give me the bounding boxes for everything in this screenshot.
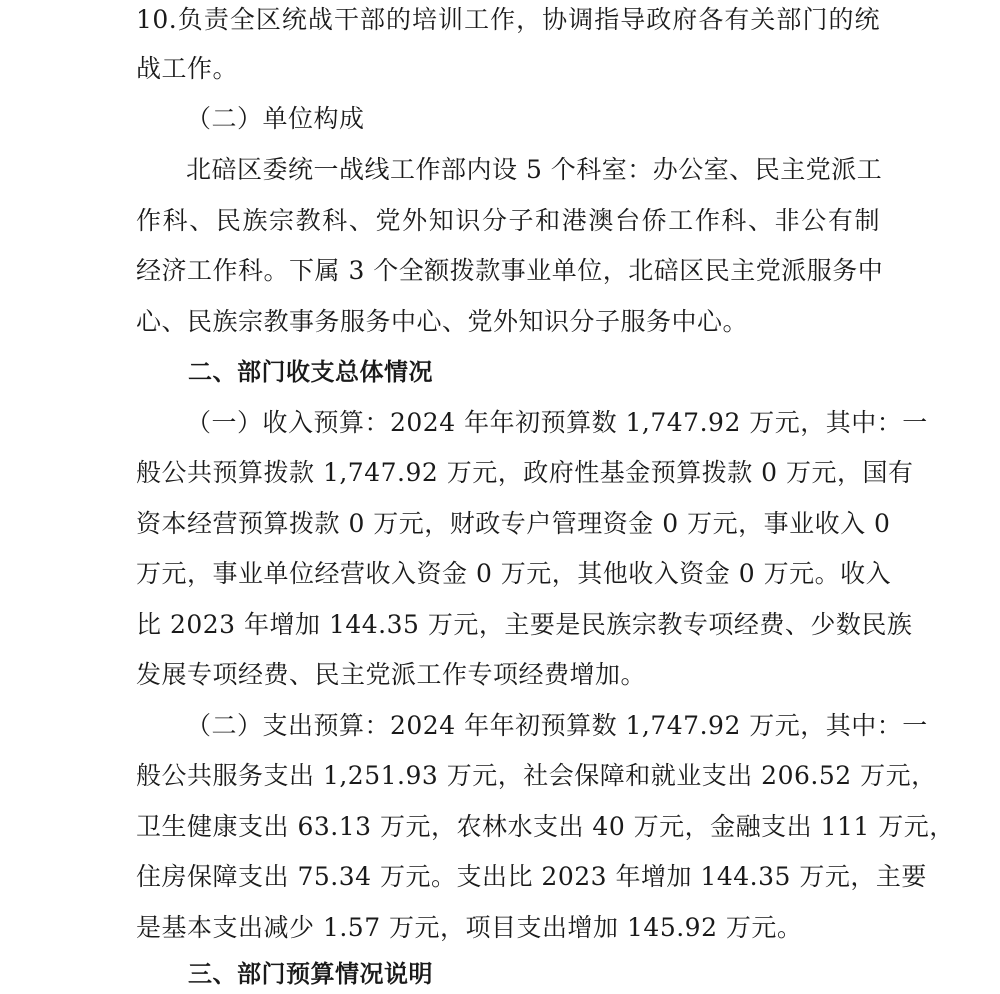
section-heading: 三、部门预算情况说明 — [188, 960, 433, 988]
body-text-line: 战工作。 — [136, 54, 239, 83]
body-text-line: 比 2023 年增加 144.35 万元，主要是民族宗教专项经费、少数民族 — [136, 610, 913, 639]
body-text-line: 住房保障支出 75.34 万元。支出比 2023 年增加 144.35 万元，主要 — [136, 862, 927, 891]
body-text-line: 作科、民族宗教科、党外知识分子和港澳台侨工作科、非公有制 — [136, 206, 880, 235]
body-text-line: 经济工作科。下属 3 个全额拨款事业单位，北碚区民主党派服务中 — [136, 256, 884, 285]
section-subheading: （二）单位构成 — [186, 104, 365, 133]
body-text-line: 发展专项经费、民主党派工作专项经费增加。 — [136, 660, 647, 689]
body-text-line: 10.负责全区统战干部的培训工作，协调指导政府各有关部门的统 — [136, 5, 880, 34]
body-text-line: 北碚区委统一战线工作部内设 5 个科室：办公室、民主党派工 — [186, 155, 883, 184]
body-text-line: （二）支出预算：2024 年年初预算数 1,747.92 万元，其中：一 — [186, 711, 928, 740]
body-text-line: （一）收入预算：2024 年年初预算数 1,747.92 万元，其中：一 — [186, 408, 928, 437]
body-text-line: 是基本支出减少 1.57 万元，项目支出增加 145.92 万元。 — [136, 913, 803, 942]
body-text-line: 心、民族宗教事务服务中心、党外知识分子服务中心。 — [136, 307, 749, 336]
body-text-line: 万元，事业单位经营收入资金 0 万元，其他收入资金 0 万元。收入 — [136, 559, 892, 588]
body-text-line: 般公共预算拨款 1,747.92 万元，政府性基金预算拨款 0 万元，国有 — [136, 458, 914, 487]
body-text-line: 般公共服务支出 1,251.93 万元，社会保障和就业支出 206.52 万元， — [136, 761, 937, 790]
body-text-line: 卫生健康支出 63.13 万元，农林水支出 40 万元，金融支出 111 万元， — [136, 812, 955, 841]
section-heading: 二、部门收支总体情况 — [188, 358, 433, 386]
body-text-line: 资本经营预算拨款 0 万元，财政专户管理资金 0 万元，事业收入 0 — [136, 509, 891, 538]
